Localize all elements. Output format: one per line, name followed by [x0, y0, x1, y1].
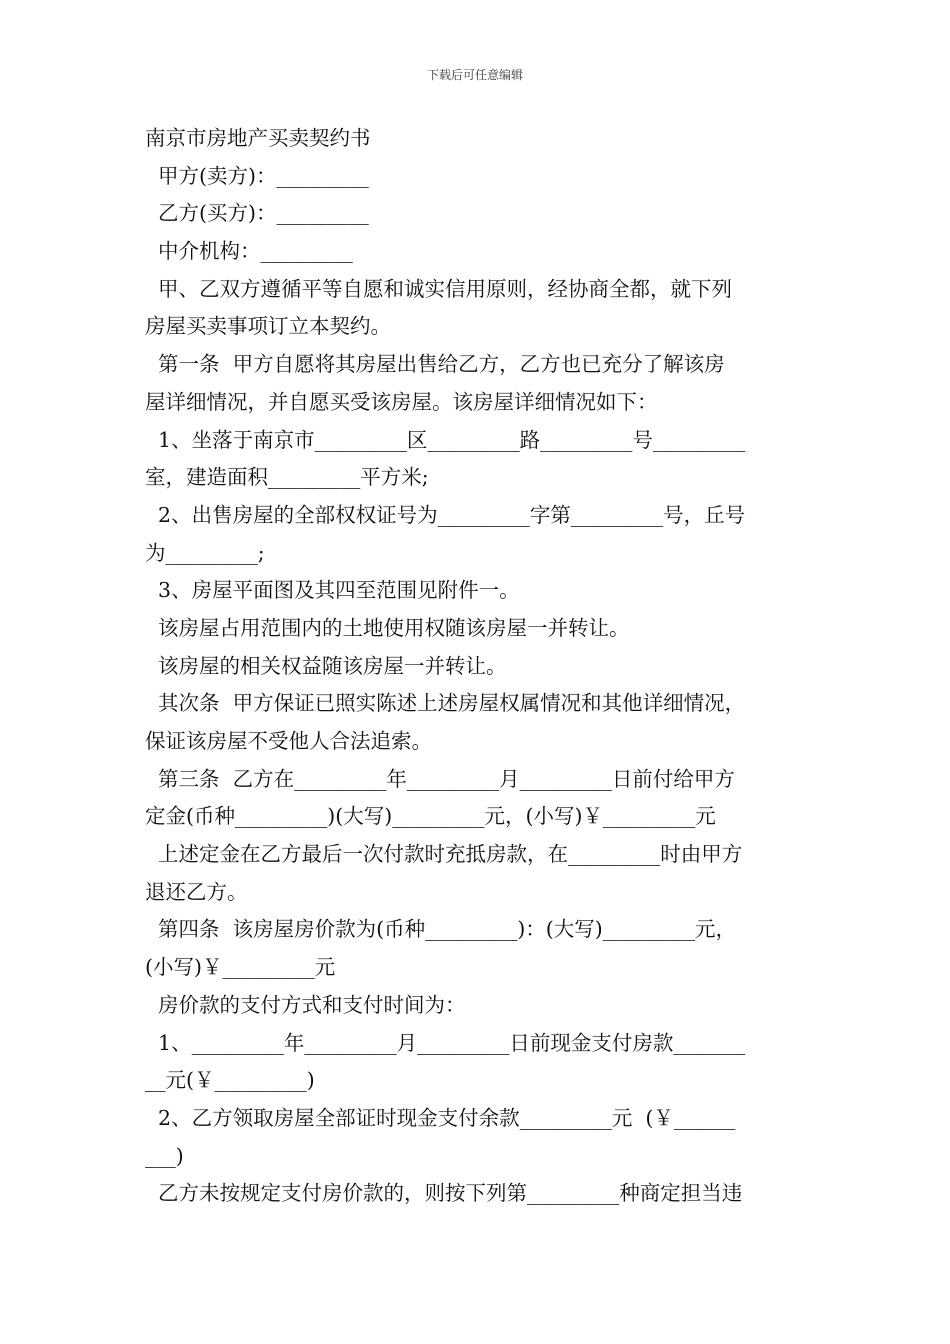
paragraph-line: 该房屋的相关权益随该房屋一并转让。	[145, 653, 507, 678]
paragraph-line: ___)	[145, 1143, 184, 1168]
paragraph-line: 房屋买卖事项订立本契约。	[145, 314, 391, 339]
page-header-note: 下载后可任意编辑	[426, 68, 523, 82]
paragraph-line: 2、乙方领取房屋全部证时现金支付余款_________元 (￥______	[145, 1105, 736, 1130]
paragraph-line: 屋详细情况，并自愿买受该房屋。该房屋详细情况如下：	[145, 389, 658, 414]
article-4-line: 第四条 该房屋房价款为(币种_________)：(大写)_________元，	[145, 917, 737, 942]
paragraph-line: 乙方未按规定支付房价款的，则按下列第_________种商定担当违	[145, 1181, 743, 1206]
paragraph-line: 甲、乙双方遵循平等自愿和诚实信用原则，经协商全都，就下列	[145, 276, 733, 301]
paragraph-line: 1、_________年_________月_________日前现金支付房款_______	[145, 1030, 746, 1055]
paragraph-line: __元(￥_________)	[145, 1068, 315, 1093]
document-title: 南京市房地产买卖契约书	[145, 126, 371, 150]
paragraph-line: 上述定金在乙方最后一次付款时充抵房款，在_________时由甲方	[145, 842, 743, 867]
paragraph-line: 室，建造面积_________平方米;	[145, 465, 429, 490]
paragraph-line: 定金(币种_________)(大写)_________元，(小写)￥_________元	[145, 804, 716, 829]
agency-line: 中介机构：_________	[145, 239, 353, 264]
paragraph-line: 为_________;	[145, 540, 265, 565]
paragraph-line: 退还乙方。	[145, 879, 248, 904]
paragraph-line: 3、房屋平面图及其四至范围见附件一。	[145, 578, 520, 603]
paragraph-line: (小写)￥_________元	[145, 955, 336, 980]
contract-body	[145, 120, 810, 1213]
party-b-line: 乙方(买方)：_________	[145, 201, 369, 226]
article-2-line: 其次条 甲方保证已照实陈述上述房屋权属情况和其他详细情况，	[145, 691, 746, 716]
paragraph-line: 1、坐落于南京市_________区_________路_________号_________	[145, 427, 746, 452]
paragraph-line: 2、出售房屋的全部权权证号为_________字第_________号，丘号	[145, 502, 746, 527]
article-3-line: 第三条 乙方在_________年_________月_________日前付给甲方	[145, 766, 735, 791]
paragraph-line: 房价款的支付方式和支付时间为：	[145, 992, 466, 1017]
article-1-line: 第一条 甲方自愿将其房屋出售给乙方，乙方也已充分了解该房	[145, 352, 725, 377]
party-a-line: 甲方(卖方)：_________	[145, 163, 369, 188]
paragraph-line: 该房屋占用范围内的土地使用权随该房屋一并转让。	[145, 615, 630, 640]
paragraph-line: 保证该房屋不受他人合法追索。	[145, 729, 432, 753]
